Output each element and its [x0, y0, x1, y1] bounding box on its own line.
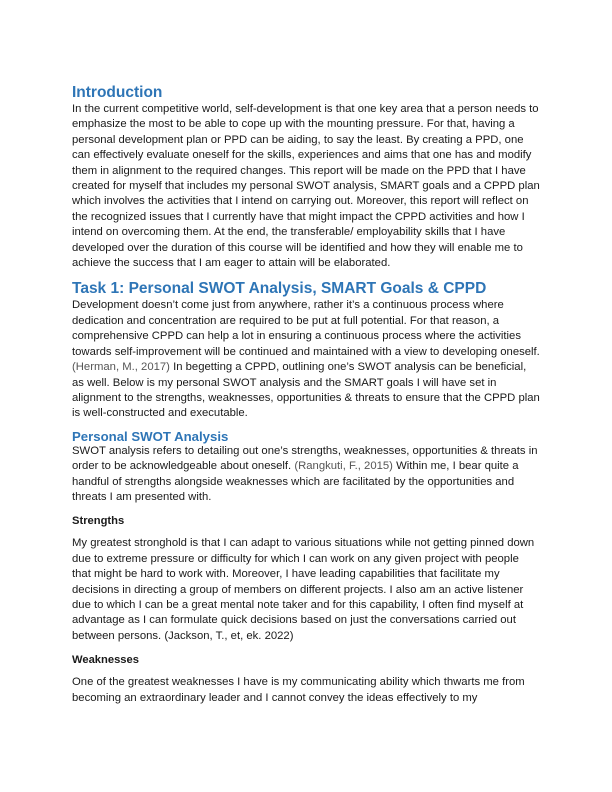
weaknesses-paragraph: One of the greatest weaknesses I have is my communicating ability which thwarts me from becoming an extraordinary leader and I cannot convey the ideas effectively to my [72, 676, 525, 704]
introduction-heading: Introduction [72, 84, 163, 101]
introduction-paragraph: In the current competitive world, self-development is that one key area that a person needs to emphasize the most to be able to cope up with the mounting pressure. For that, having a personal development plan or PPD can be aiding, to say the least. By creating a PPD, one can effectively evaluate oneself for the skills, experiences and aims that one has and modify them in alignment to the required changes. This report will be made on the PPD that I have created for myself that includes my personal SWOT analysis, SMART goals and a CPPD plan which involves the activities that I intend on carrying out. Moreover, this report will reflect on the recognized issues that I currently have that might impact the CPPD activities and how I intend on overcoming them. At the end, the transferable/ employability skills that I have developed over the duration of this course will be identified and how they will enable me to achieve the success that I am eager to attain will be elaborated. [72, 103, 540, 270]
task1-text-part2: In begetting a CPPD, outlining one’s SWOT analysis can be beneficial, as well. Below is my personal SWOT analysis and the SMART goals I will have set in alignment to the strengths, weaknesses, opportunities & threats to ensure that the CPPD plan is well-constructed and executable. [72, 361, 540, 420]
task1-citation: (Herman, M., 2017) [72, 361, 170, 374]
document-body [72, 84, 540, 706]
weaknesses-heading: Weaknesses [72, 654, 139, 667]
task1-paragraph [72, 298, 540, 421]
swot-text-part1: SWOT analysis refers to detailing out one’s strengths, weaknesses, opportunities & threats in order to be acknowledgeable about oneself. [72, 444, 538, 473]
task1-text-part1: Development doesn’t come just from anywhere, rather it’s a continuous process where dedication and concentration are required to be put at full potential. For that reason, a comprehensive CPPD can help a lot in ensuring a continuous process where the activities towards self-improvement will be continued and maintained with a view to developing oneself. [72, 299, 540, 358]
strengths-heading: Strengths [72, 515, 125, 528]
swot-citation: (Rangkuti, F., 2015) [294, 460, 393, 473]
strengths-paragraph: My greatest stronghold is that I can adapt to various situations while not getting pinned down due to extreme pressure or difficulty for which I can work on any given project with people that might be hard to work with. Moreover, I have leading capabilities that facilitate my decisions in directing a group of members on different projects. I also am an active listener due to which I can be a great mental note taker and for this capability, I often find myself at advantage as I can formulate quick decisions based on just the conversations carried out between persons. (Jackson, T., et, ek. 2022) [72, 537, 535, 642]
swot-text-part2: Within me, I bear quite a handful of strengths alongside weaknesses which are facilitated by the opportunities and threats I am presented with. [72, 460, 519, 503]
task1-heading: Task 1: Personal SWOT Analysis, SMART Goals & CPPD [72, 280, 487, 298]
swot-heading: Personal SWOT Analysis [72, 428, 229, 444]
swot-paragraph [72, 444, 540, 506]
